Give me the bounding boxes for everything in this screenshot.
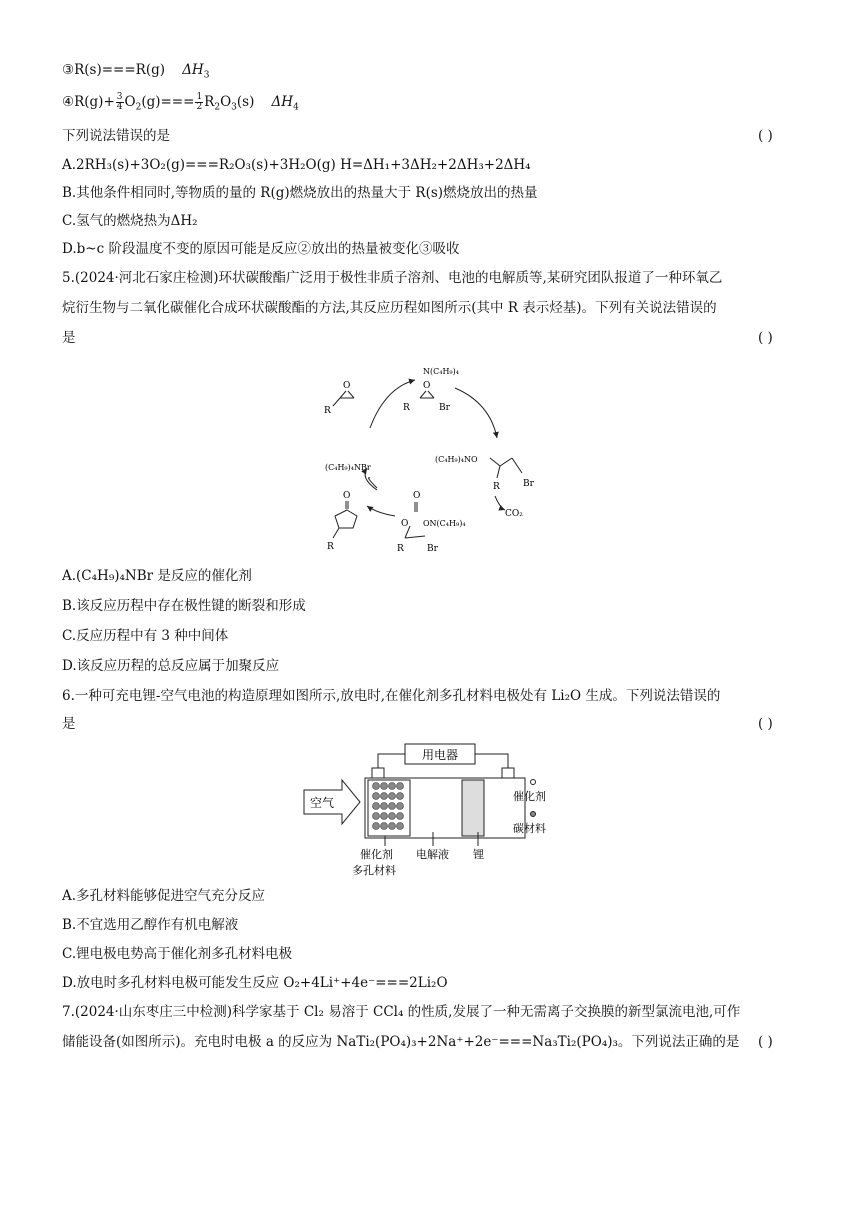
q4-option-d: D.b~c 阶段温度不变的原因可能是反应②放出的热量被变化③吸收: [62, 241, 460, 257]
equation-4: ④R(g)+ $\frac{3}{4}$ $O_2(g)===$ $\frac{1}{2}$ $R_2O_3(s)$ $\Delta H_4$: [62, 92, 299, 113]
q4-option-b: B.其他条件相同时,等物质的量的 R(g)燃烧放出的热量大于 R(s)燃烧放出的热量: [62, 185, 538, 201]
intermediate-2: [435, 455, 535, 492]
svg-text:ON(C₄H₉)₄: ON(C₄H₉)₄: [423, 519, 466, 528]
svg-text:R: R: [403, 403, 410, 413]
q5-option-c: C.反应历程中有 3 种中间体: [62, 628, 229, 644]
catalyst-label: (C₄H₉)₄NBr: [325, 463, 371, 472]
label-lithium: 锂: [473, 848, 484, 861]
q7-stem-line2: 储能设备(如图所示)。充电时电极 a 的反应为 NaTi₂(PO₄)₃+2Na⁺+2e⁻===Na₃Ti₂(PO₄)₃。下列说法正确的是: [62, 1034, 740, 1050]
q6-option-a: A.多孔材料能够促进空气充分反应: [62, 888, 266, 904]
label-porous: 多孔材料: [352, 864, 396, 877]
svg-text:Br: Br: [427, 544, 438, 554]
equation-3: ③R(s)===R(g) $\Delta H_3$: [62, 62, 210, 81]
q6-stem-line2: 是: [62, 716, 76, 732]
q5-option-d: D.该反应历程的总反应属于加聚反应: [62, 658, 280, 674]
svg-text:O: O: [423, 381, 431, 391]
q7-answer-blank: ( ): [758, 1034, 773, 1050]
co2-label: CO₂: [505, 509, 523, 519]
q6-option-d: D.放电时多孔材料电极可能发生反应 O₂+4Li⁺+4e⁻===2Li₂O: [62, 975, 448, 991]
q5-option-b: B.该反应历程中存在极性键的断裂和形成: [62, 598, 306, 614]
svg-text:O: O: [343, 491, 351, 501]
svg-text:R: R: [493, 482, 500, 492]
battery-diagram: [300, 742, 570, 882]
epoxide-molecule: [324, 381, 354, 416]
svg-text:(C₄H₉)₄NO: (C₄H₉)₄NO: [435, 455, 478, 464]
q5-answer-blank: ( ): [758, 330, 773, 346]
q6-answer-blank: ( ): [758, 716, 773, 732]
device-label: 用电器: [421, 748, 459, 762]
q4-option-a: A.2RH₃(s)+3O₂(g)===R₂O₃(s)+3H₂O(g) H=ΔH₁+3ΔH₂+2ΔH₃+2ΔH₄: [62, 157, 531, 173]
svg-text:R: R: [324, 406, 331, 416]
svg-text:O: O: [343, 381, 351, 391]
q4-stem: 下列说法错误的是: [62, 128, 170, 144]
reaction-cycle-diagram: [315, 358, 555, 558]
svg-text:Br: Br: [439, 403, 450, 413]
q7-stem-line1: 7.(2024·山东枣庄三中检测)科学家基于 Cl₂ 易溶于 CCl₄ 的性质,发展了一种无需离子交换膜的新型氯流电池,可作: [62, 1004, 741, 1020]
q4-option-c: C.氢气的燃烧热为ΔH₂: [62, 213, 198, 229]
intermediate-1: [403, 367, 459, 413]
svg-text:R: R: [327, 542, 334, 552]
legend-catalyst: 催化剂: [513, 790, 546, 803]
label-electrolyte: 电解液: [416, 848, 449, 861]
q5-stem-line1: 5.(2024·河北石家庄检测)环状碳酸酯广泛用于极性非质子溶剂、电池的电解质等,某研究团队报道了一种环氧乙: [62, 270, 723, 286]
cyclic-carbonate-product: [327, 491, 357, 552]
svg-text:N(C₄H₉)₄: N(C₄H₉)₄: [423, 367, 459, 376]
svg-text:O: O: [413, 491, 421, 501]
svg-text:R: R: [397, 544, 404, 554]
q5-stem-line3: 是: [62, 330, 76, 346]
svg-text:Br: Br: [523, 479, 534, 489]
air-label: 空气: [309, 796, 335, 810]
q4-answer-blank: ( ): [758, 128, 773, 144]
svg-text:O: O: [401, 519, 409, 529]
q6-option-b: B.不宜选用乙醇作有机电解液: [62, 917, 239, 933]
legend-carbon: 碳材料: [513, 822, 546, 835]
q5-option-a: A.(C₄H₉)₄NBr 是反应的催化剂: [62, 568, 252, 584]
intermediate-3: [397, 491, 466, 554]
q5-stem-line2: 烷衍生物与二氧化碳催化合成环状碳酸酯的方法,其反应历程如图所示(其中 R 表示烃基)。下列有关说法错误的: [62, 300, 717, 316]
label-catalyst: 催化剂: [360, 848, 393, 861]
q6-option-c: C.锂电极电势高于催化剂多孔材料电极: [62, 946, 293, 962]
q6-stem-line1: 6.一种可充电锂-空气电池的构造原理如图所示,放电时,在催化剂多孔材料电极处有 Li₂O 生成。下列说法错误的: [62, 688, 721, 704]
